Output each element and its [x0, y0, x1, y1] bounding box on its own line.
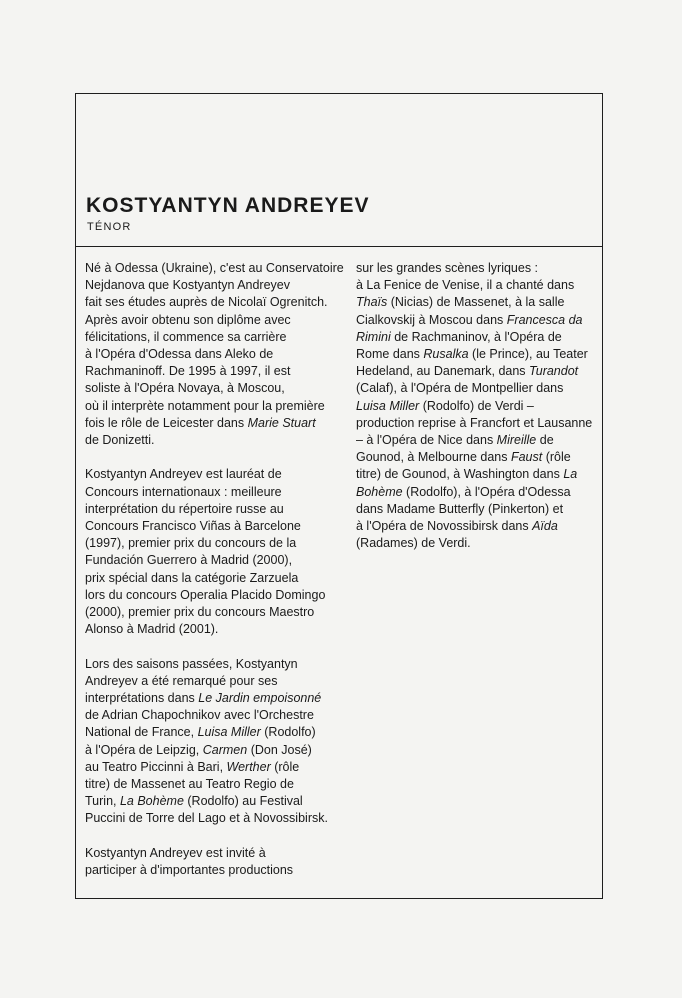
text-run: Né à Odessa (Ukraine), c'est au Conservatoire — [85, 261, 344, 275]
paragraph-gap — [85, 828, 335, 845]
text-line — [85, 432, 335, 449]
text-run: Concours internationaux : meilleure — [85, 484, 282, 499]
text-line — [85, 776, 335, 793]
paragraph-gap — [85, 638, 335, 655]
text-line — [85, 501, 335, 518]
text-run: Lors des saisons passées, Kostyantyn — [85, 656, 298, 671]
text-line — [356, 294, 600, 311]
text-run: Nejdanova que Kostyantyn Andreyev — [85, 278, 290, 293]
work-title: Turandot — [529, 364, 579, 379]
text-run: fois le rôle de Leicester dans — [85, 415, 248, 430]
text-line — [85, 466, 335, 483]
work-title: Werther — [226, 759, 271, 774]
work-title: Carmen — [202, 742, 248, 757]
text-line — [85, 552, 335, 569]
text-line — [85, 260, 344, 277]
text-run: – à l'Opéra de Nice dans — [356, 433, 497, 448]
text-line — [356, 432, 600, 449]
text-line — [85, 329, 335, 346]
text-run: lors du concours Operalia Placido Domingo — [85, 587, 326, 602]
work-title: Francesca da — [506, 312, 583, 327]
paragraph-gap — [85, 449, 335, 466]
artist-name: KOSTYANTYN ANDREYEV — [86, 194, 370, 217]
text-run: sur les grandes scènes lyriques : — [356, 261, 539, 275]
text-line — [356, 346, 600, 363]
text-line — [85, 690, 335, 707]
text-run: Concours Francisco Viñas à Barcelone — [85, 519, 301, 534]
text-line — [85, 724, 335, 741]
text-run: (rôle — [270, 759, 300, 774]
text-run: (Rodolfo) de Verdi – — [419, 398, 534, 413]
text-line — [85, 707, 335, 724]
work-title: Luisa Miller — [197, 725, 261, 740]
text-line — [85, 380, 335, 397]
text-run: à La Fenice de Venise, il a chanté dans — [356, 278, 575, 293]
text-line — [356, 260, 600, 277]
text-run: Turin, — [85, 794, 120, 809]
text-run: participer à d'importantes productions — [85, 863, 294, 878]
text-run: interprétations dans — [85, 691, 199, 706]
text-line — [356, 398, 600, 415]
text-line — [85, 363, 335, 380]
text-run: Andreyev a été remarqué pour ses — [85, 673, 278, 688]
work-title: La Bohème — [119, 794, 184, 809]
work-title: Mireille — [496, 433, 537, 448]
text-run: Fundación Guerrero à Madrid (2000), — [85, 553, 293, 568]
text-line — [356, 518, 600, 535]
text-line — [356, 363, 600, 380]
text-run: (Nicias) de Massenet, à la salle — [387, 295, 565, 310]
text-line — [85, 673, 335, 690]
text-line — [356, 329, 600, 346]
text-line — [85, 742, 335, 759]
text-run: Gounod, à Melbourne dans — [356, 450, 511, 465]
text-run: (Rodolfo), à l'Opéra d'Odessa — [402, 484, 571, 499]
text-run: soliste à l'Opéra Novaya, à Moscou, — [85, 381, 285, 396]
text-run: Kostyantyn Andreyev est lauréat de — [85, 467, 282, 482]
text-run: de Donizetti. — [85, 433, 155, 448]
text-line — [356, 449, 600, 466]
text-run: Après avoir obtenu son diplôme avec — [85, 312, 291, 327]
work-title: La — [563, 467, 578, 482]
text-line — [356, 501, 600, 518]
text-line — [85, 570, 335, 587]
text-line — [356, 380, 600, 397]
text-line — [356, 484, 600, 501]
work-title: Aïda — [532, 519, 558, 534]
text-line — [85, 793, 335, 810]
text-run: à l'Opéra de Leipzig, — [85, 742, 203, 757]
text-run: Cialkovskij à Moscou dans — [356, 312, 507, 327]
text-line — [85, 312, 335, 329]
work-title: Le Jardin empoisonné — [198, 691, 322, 706]
work-title: Luisa Miller — [356, 398, 420, 413]
text-run: de — [536, 433, 554, 448]
work-title: Bohème — [356, 484, 403, 499]
artist-role: TÉNOR — [87, 221, 132, 233]
text-run: production reprise à Francfort et Lausanne — [356, 415, 593, 430]
text-run: de Adrian Chapochnikov avec l'Orchestre — [85, 708, 314, 723]
text-line — [85, 518, 335, 535]
text-line — [85, 759, 335, 776]
text-line — [85, 535, 335, 552]
text-run: interprétation du répertoire russe au — [85, 501, 284, 516]
text-run: où il interprète notamment pour la première — [85, 398, 325, 413]
text-run: Rome dans — [356, 347, 424, 362]
text-run: (le Prince), au Teater — [468, 347, 588, 362]
text-run: au Teatro Piccinni à Bari, — [85, 759, 227, 774]
text-run: titre) de Gounod, à Washington dans — [356, 467, 564, 482]
text-line — [356, 466, 600, 483]
text-run: (rôle — [542, 450, 571, 465]
text-line — [85, 277, 335, 294]
work-title: Rimini — [356, 329, 391, 344]
biography-frame — [75, 93, 603, 899]
text-run: à l'Opéra d'Odessa dans Aleko de — [85, 347, 274, 362]
text-run: Hedeland, au Danemark, dans — [356, 364, 530, 379]
text-run: félicitations, il commence sa carrière — [85, 329, 287, 344]
text-run: Rachmaninoff. De 1995 à 1997, il est — [85, 364, 291, 379]
text-run: de Rachmaninov, à l'Opéra de — [390, 329, 562, 344]
text-line — [85, 604, 335, 621]
text-run: prix spécial dans la catégorie Zarzuela — [85, 570, 299, 585]
text-line — [85, 484, 335, 501]
text-line — [356, 312, 600, 329]
text-line — [356, 535, 600, 552]
text-line — [85, 810, 335, 827]
text-run: à l'Opéra de Novossibirsk dans — [356, 519, 533, 534]
text-line — [85, 656, 335, 673]
text-line — [356, 277, 600, 294]
work-title: Thaïs — [356, 295, 388, 310]
text-line — [85, 862, 335, 879]
text-line — [85, 415, 335, 432]
biography-column-left — [85, 260, 344, 879]
text-run: (Calaf), à l'Opéra de Montpellier dans — [356, 381, 564, 396]
biography-column-right — [356, 260, 600, 552]
work-title: Faust — [510, 450, 543, 465]
text-run: Puccini de Torre del Lago et à Novossibirsk. — [85, 811, 328, 826]
text-run: (2000), premier prix du concours Maestro — [85, 605, 315, 620]
text-line — [85, 587, 335, 604]
text-run: dans Madame Butterfly (Pinkerton) et — [356, 501, 564, 516]
text-line — [85, 398, 335, 415]
text-run: titre) de Massenet au Teatro Regio de — [85, 777, 294, 792]
text-line — [85, 346, 335, 363]
text-run: (Don José) — [247, 742, 312, 757]
text-run: (1997), premier prix du concours de la — [85, 536, 297, 551]
text-run: Kostyantyn Andreyev est invité à — [85, 845, 266, 860]
text-run: (Radames) de Verdi. — [356, 536, 471, 551]
text-run: (Rodolfo) — [260, 725, 316, 740]
text-run: (Rodolfo) au Festival — [183, 794, 303, 809]
text-line — [85, 621, 335, 638]
text-run: Alonso à Madrid (2001). — [85, 622, 219, 637]
biography-header — [76, 94, 602, 247]
work-title: Marie Stuart — [247, 415, 316, 430]
work-title: Rusalka — [423, 347, 469, 362]
text-line — [356, 415, 600, 432]
text-run: fait ses études auprès de Nicolaï Ogrenitch. — [85, 295, 328, 310]
text-run: National de France, — [85, 725, 198, 740]
text-line — [85, 845, 335, 862]
text-line — [85, 294, 335, 311]
